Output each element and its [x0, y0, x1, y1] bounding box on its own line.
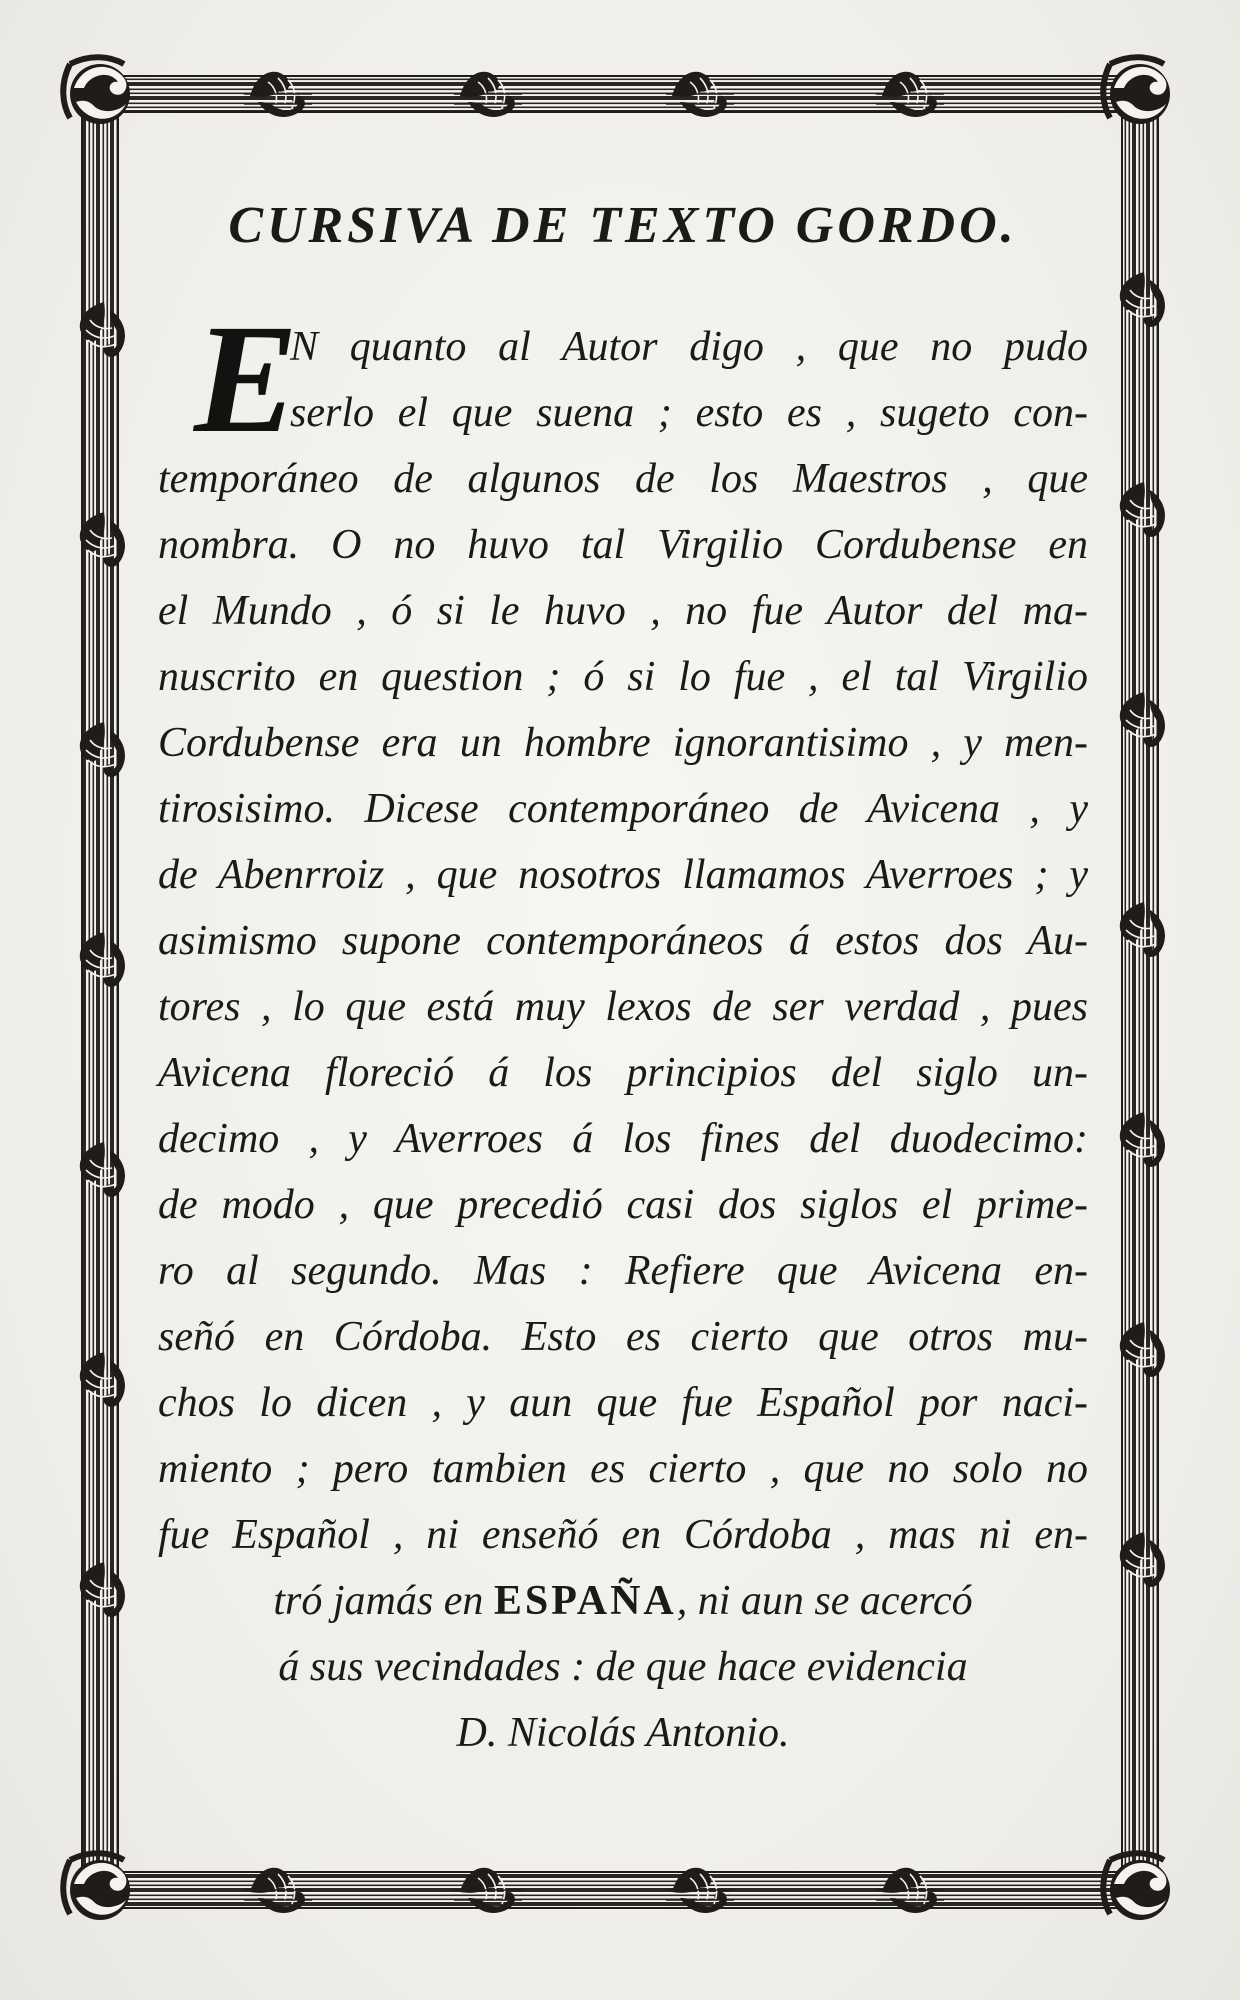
text-line: Cordubense era un hombre ignorantisimo , y men- — [158, 720, 1088, 766]
text-line: N quanto al Autor digo , que no pudo — [290, 324, 1088, 370]
text-line: asimismo supone contemporáneos á estos dos Au- — [158, 918, 1088, 964]
closing-line-2: á sus vecindades : de que hace evidencia — [278, 1644, 968, 1690]
text-line: chos lo dicen , y aun que fue Español por naci- — [158, 1380, 1088, 1426]
text-line: fue Español , ni enseñó en Córdoba , mas ni en- — [158, 1512, 1088, 1558]
text-line: nuscrito en question ; ó si lo fue , el tal Virgilio — [158, 654, 1088, 700]
text-line: temporáneo de algunos de los Maestros , que — [158, 456, 1088, 502]
text-line: miento ; pero tambien es cierto , que no solo no — [158, 1446, 1088, 1492]
text-line: señó en Córdoba. Esto es cierto que otros mu- — [158, 1314, 1088, 1360]
closing-text: tró jamás en — [273, 1578, 484, 1624]
text-line: de Abenrroiz , que nosotros llamamos Averroes ; y — [158, 852, 1088, 898]
page-title: CURSIVA DE TEXTO GORDO. — [228, 197, 1018, 254]
text-line: tores , lo que está muy lexos de ser verdad , pues — [158, 984, 1088, 1030]
signature-line: D. Nicolás Antonio. — [456, 1710, 790, 1756]
drop-cap: E — [194, 292, 299, 465]
text-line: tirosisimo. Dicese contemporáneo de Avicena , y — [158, 786, 1088, 832]
text-line: ro al segundo. Mas : Refiere que Avicena en- — [158, 1248, 1088, 1294]
text-line: el Mundo , ó si le huvo , no fue Autor del ma- — [158, 588, 1088, 634]
text-block — [158, 196, 1088, 1776]
text-line: nombra. O no huvo tal Virgilio Cordubense en — [158, 522, 1088, 568]
closing-line-1 — [158, 1568, 1088, 1634]
closing-text: , ni aun se acercó — [676, 1578, 973, 1624]
closing-caps: ESPAÑA — [493, 1578, 677, 1624]
text-line: Avicena floreció á los principios del siglo un- — [158, 1050, 1088, 1096]
text-line: decimo , y Averroes á los fines del duodecimo: — [158, 1116, 1088, 1162]
text-line: de modo , que precedió casi dos siglos el prime- — [158, 1182, 1088, 1228]
text-line: serlo el que suena ; esto es , sugeto con- — [290, 390, 1088, 436]
